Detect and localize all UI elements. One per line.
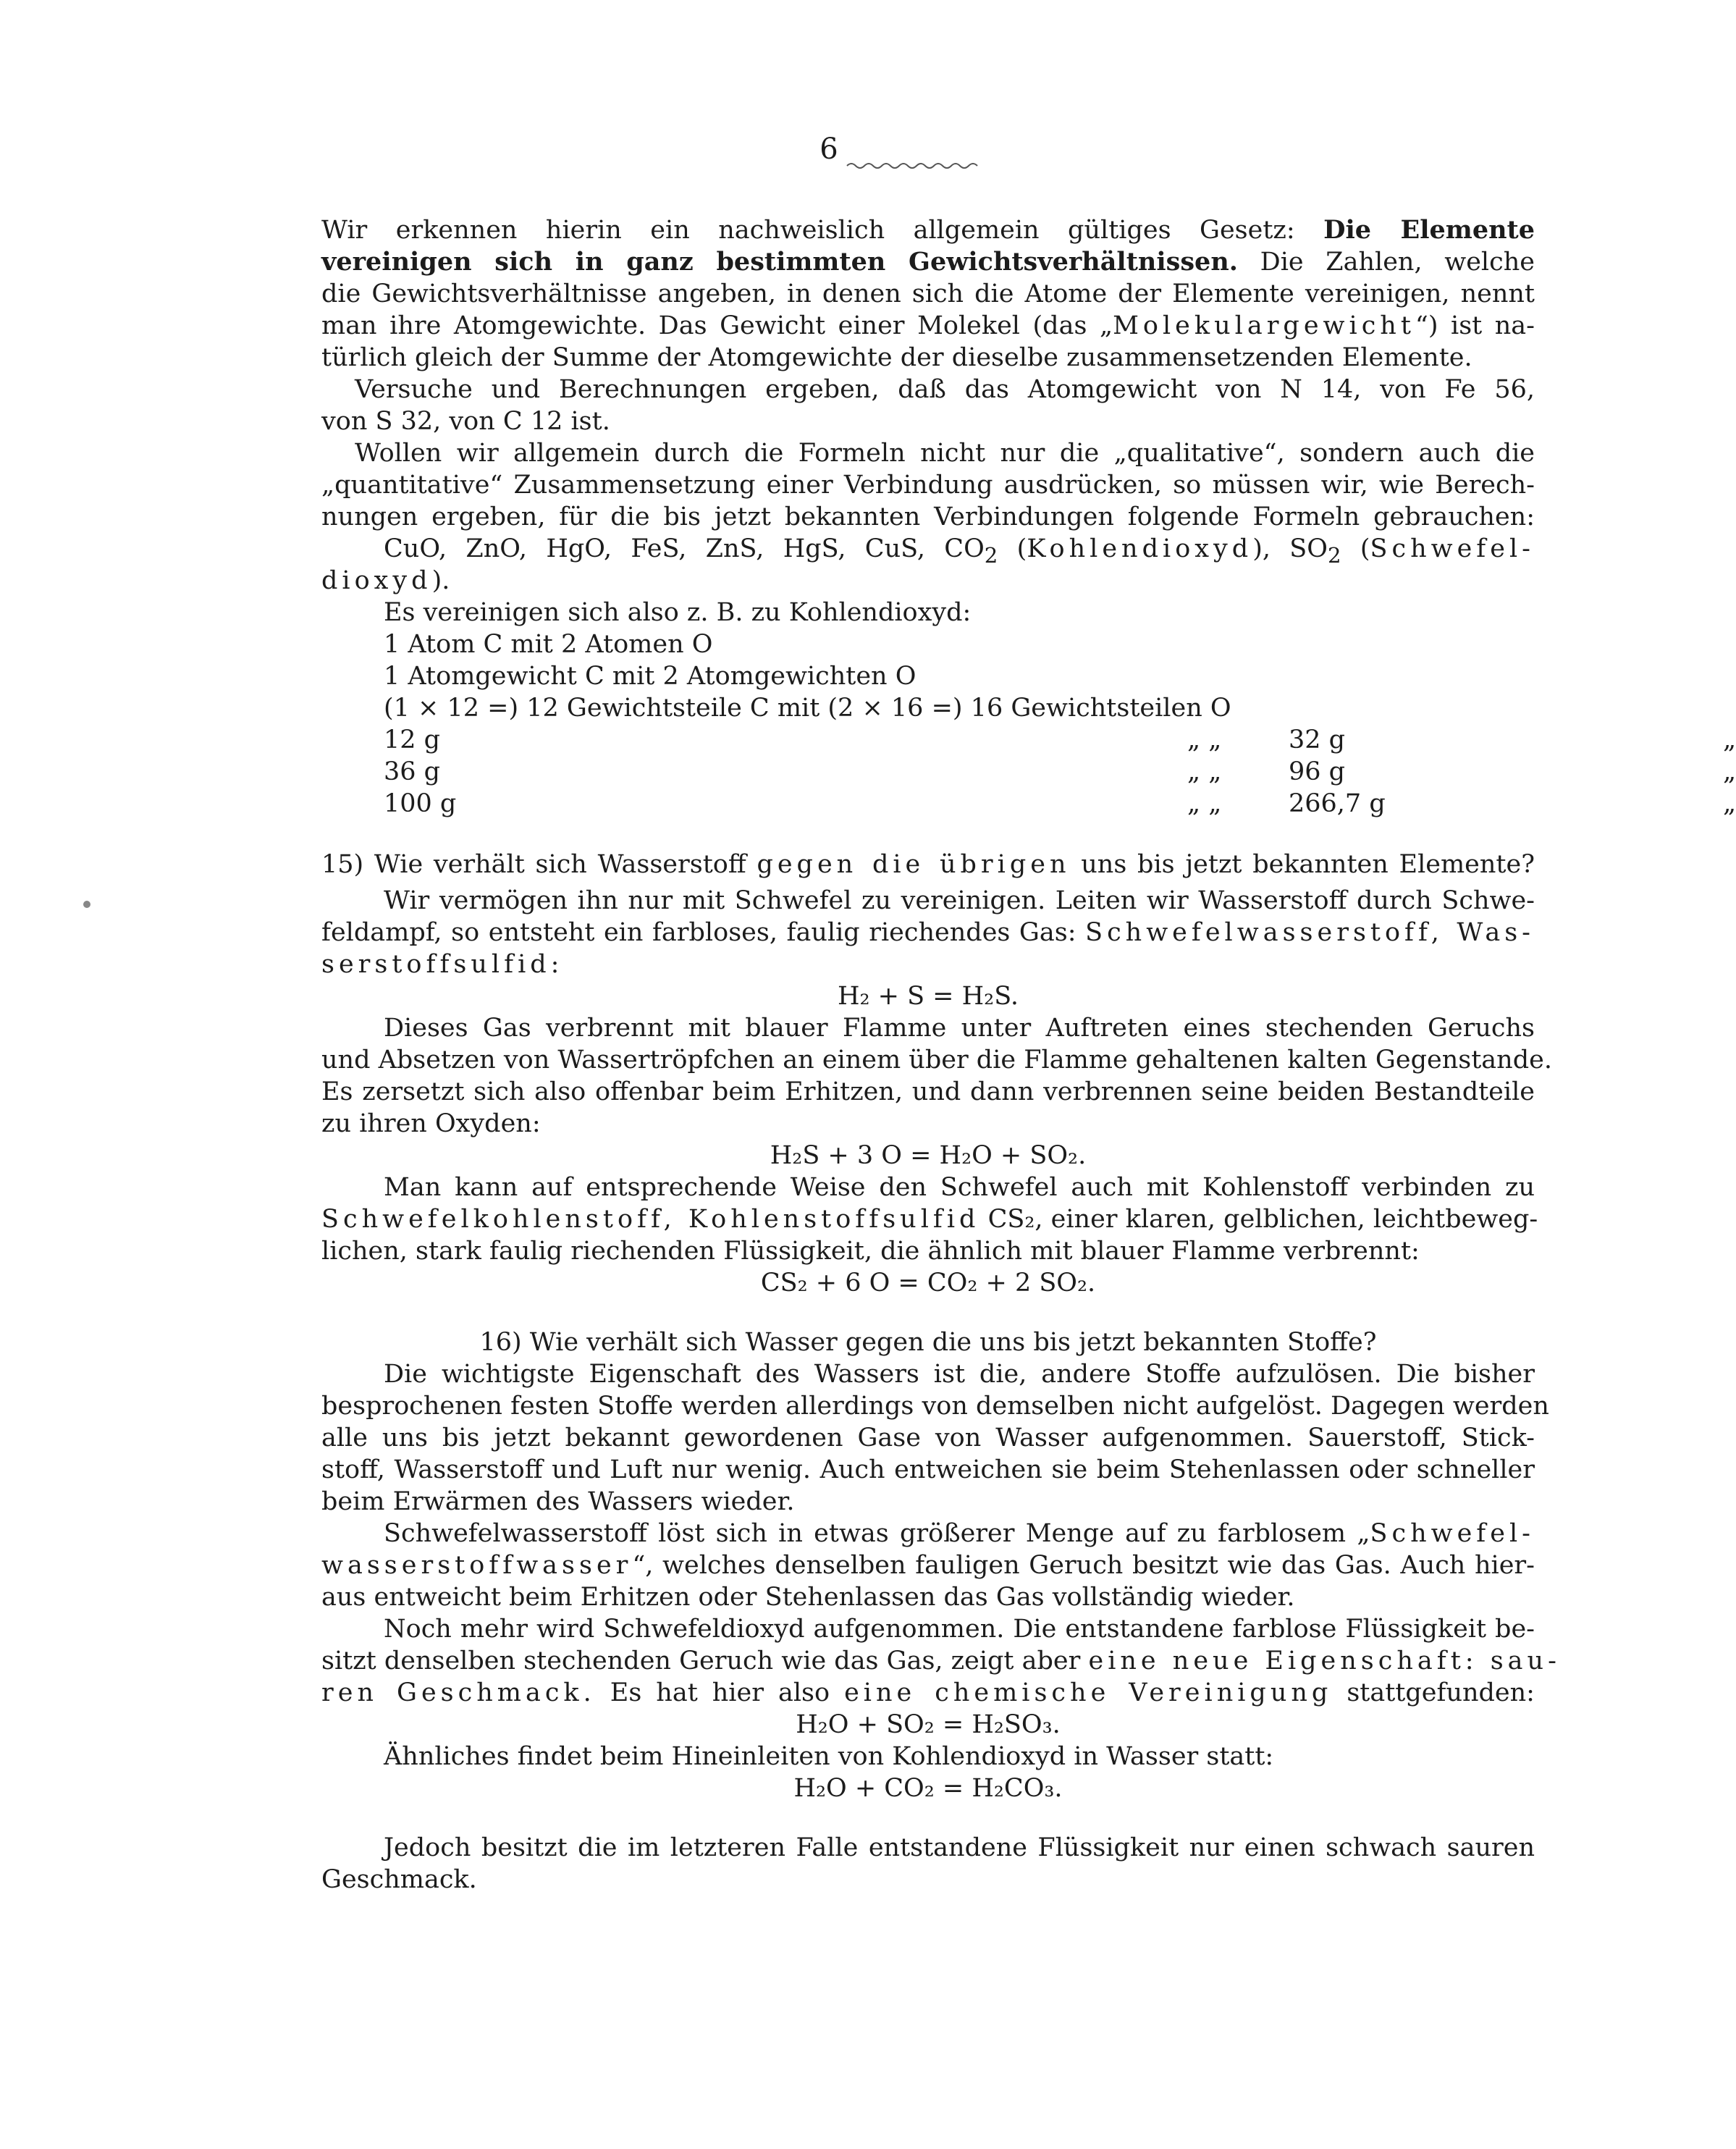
text-line: Wir erkennen hierin ein nachweislich allgemein gültiges Gesetz: Die Elemente [321,215,1535,245]
text-line: (1 × 12 =) 12 Gewichtsteile C mit (2 × 16 =) 16 Gewichtsteilen O [384,694,1231,723]
text-line: Noch mehr wird Schwefeldioxyd aufgenommen. Die entstandene farblose Flüssigkeit be- [384,1615,1535,1644]
text-line: sitzt denselben stechenden Geruch wie das Gas, zeigt aber eine neue Eigenschaft: sau- [321,1647,1561,1675]
text-line: beim Erwärmen des Wassers wieder. [321,1487,795,1516]
text-line: Jedoch besitzt die im letzteren Falle entstandene Flüssigkeit nur einen schwach sauren [384,1833,1535,1862]
table-row: 100 g „ „ 266,7 g „ [384,789,1736,818]
formula-line: CuO, ZnO, HgO, FeS, ZnS, HgS, CuS, $CO_2$ (Kohlendioxyd), $SO_2$ (Schwefel- [384,534,1535,568]
table-row: 12 g „ „ 32 g „ [384,726,1736,754]
text-line: Wir vermögen ihn nur mit Schwefel zu vereinigen. Leiten wir Wasserstoff durch Schwe- [384,886,1535,915]
text-line: von S 32, von C 12 ist. [321,407,610,436]
text-line: zu ihren Oxyden: [321,1109,541,1138]
text-line: aus entweicht beim Erhitzen oder Stehenlassen das Gas vollständig wieder. [321,1583,1295,1612]
text-line: türlich gleich der Summe der Atomgewichte der dieselbe zusammensetzenden Elemente. [321,343,1472,372]
text-line: serstoffsulfid: [321,950,560,979]
text-line: Geschmack. [321,1865,477,1894]
ornament-wave [847,161,985,171]
text-line: feldampf, so entsteht ein farbloses, faulig riechendes Gas: Schwefelwasserstoff, Was- [321,918,1535,947]
page-number: 6 [819,133,838,166]
text-line: Es vereinigen sich also z. B. zu Kohlendioxyd: [384,598,972,627]
equation: H₂S + 3 O = H₂O + SO₂. [770,1141,1087,1170]
section-question: 16) Wie verhält sich Wasser gegen die uns bis jetzt bekannten Stoffe? [479,1328,1377,1357]
text-line: Man kann auf entsprechende Weise den Schwefel auch mit Kohlenstoff verbinden zu [384,1173,1535,1202]
speck [83,901,90,908]
equation: H₂ + S = H₂S. [837,982,1019,1011]
equation: H₂O + CO₂ = H₂CO₃. [793,1774,1063,1803]
text-line: die Gewichtsverhältnisse angeben, in denen sich die Atome der Elemente vereinigen, nennt [321,279,1535,308]
text-line: wasserstoffwasser“, welches denselben fauligen Geruch besitzt wie das Gas. Auch hier- [321,1551,1535,1580]
text-line: 1 Atomgewicht C mit 2 Atomgewichten O [384,662,917,691]
table-row: 36 g „ „ 96 g „ [384,757,1736,786]
text-line: Versuche und Berechnungen ergeben, daß das Atomgewicht von N 14, von Fe 56, [355,375,1535,404]
text-line: Schwefelwasserstoff löst sich in etwas größerer Menge auf zu farblosem „Schwefel- [384,1519,1535,1548]
text-line: und Absetzen von Wassertröpfchen an einem über die Flamme gehaltenen kalten Gegenstande. [321,1046,1552,1074]
text-line: nungen ergeben, für die bis jetzt bekannten Verbindungen folgende Formeln gebrauchen: [321,502,1535,531]
text-line: Die wichtigste Eigenschaft des Wassers ist die, andere Stoffe aufzulösen. Die bisher [384,1360,1535,1389]
text-line: Dieses Gas verbrennt mit blauer Flamme unter Auftreten eines stechenden Geruchs [384,1014,1535,1043]
text-line: alle uns bis jetzt bekannt gewordenen Gase von Wasser aufgenommen. Sauerstoff, Stick- [321,1423,1535,1452]
section-question: 15) Wie verhält sich Wasserstoff gegen die übrigen uns bis jetzt bekannten Elemente? [321,850,1535,879]
text-line: ren Geschmack. Es hat hier also eine chemische Vereinigung stattgefunden: [321,1678,1535,1707]
equation: H₂O + SO₂ = H₂SO₃. [796,1710,1061,1739]
text-line: dioxyd). [321,566,450,595]
text-line: Ähnliches findet beim Hineinleiten von Kohlendioxyd in Wasser statt: [384,1742,1274,1771]
equation: CS₂ + 6 O = CO₂ + 2 SO₂. [760,1269,1096,1298]
text-line: vereinigen sich in ganz bestimmten Gewichtsverhältnissen. Die Zahlen, welche [321,247,1535,277]
text-line: 1 Atom C mit 2 Atomen O [384,630,713,659]
text-line: lichen, stark faulig riechenden Flüssigkeit, die ähnlich mit blauer Flamme verbrennt: [321,1237,1420,1266]
text-line: Wollen wir allgemein durch die Formeln nicht nur die „qualitative“, sondern auch die [355,439,1535,468]
text-line: man ihre Atomgewichte. Das Gewicht einer Molekel (das „Molekulargewicht“) ist na- [321,311,1535,340]
text-line: Es zersetzt sich also offenbar beim Erhitzen, und dann verbrennen seine beiden Bestandteile [321,1077,1535,1106]
text-line: Schwefelkohlenstoff, Kohlenstoffsulfid CS₂, einer klaren, gelblichen, leichtbeweg- [321,1205,1538,1234]
text-line: „quantitative“ Zusammensetzung einer Verbindung ausdrücken, so müssen wir, wie Berech- [321,471,1535,500]
text-line: besprochenen festen Stoffe werden allerdings von demselben nicht aufgelöst. Dagegen werden [321,1392,1549,1421]
text-line: stoff, Wasserstoff und Luft nur wenig. Auch entweichen sie beim Stehenlassen oder schneller [321,1455,1535,1484]
